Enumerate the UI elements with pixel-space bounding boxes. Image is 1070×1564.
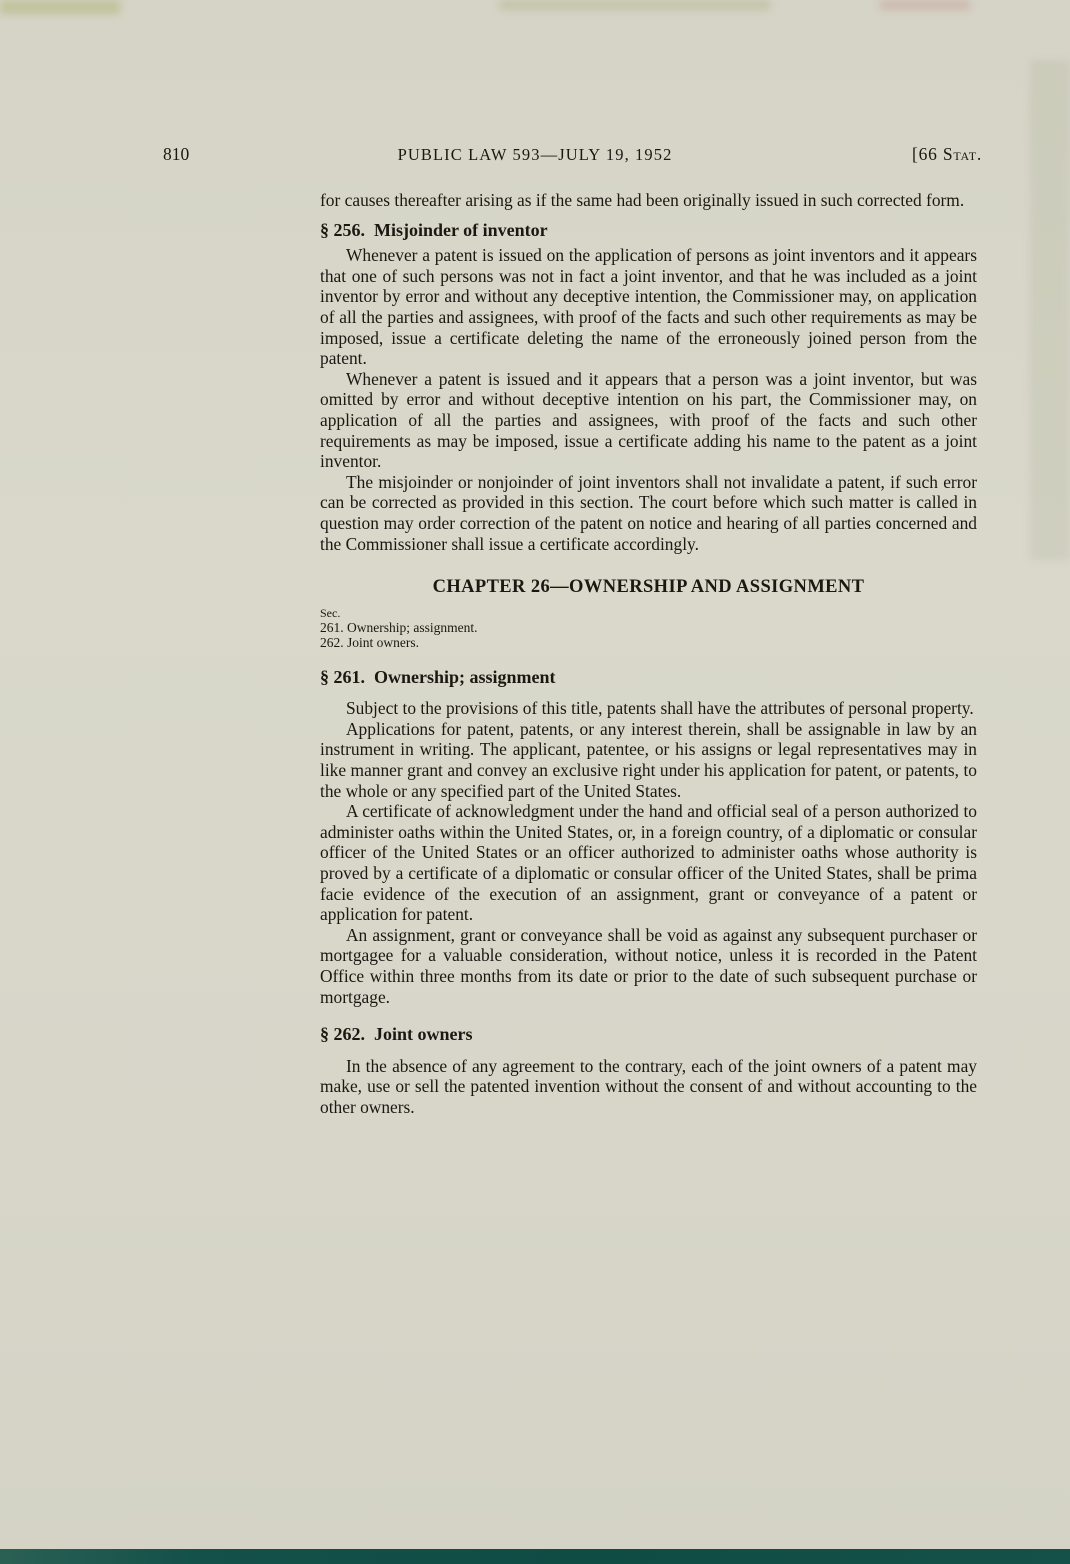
paragraph: The misjoinder or nonjoinder of joint inventors shall not invalidate a patent, if such error can be corrected as provided in this section. The court before which such matter is called in question may order correction of the patent on notice and hearing of all parties concerned and the Commissioner shall issue a certificate accordingly. bbox=[320, 471, 977, 554]
toc-item-261: 261. Ownership; assignment. bbox=[320, 619, 478, 635]
paragraph: Applications for patent, patents, or any interest therein, shall be assignable in law by an instrument in writing. The applicant, patentee, or his assigns or legal representatives may in like manner grant and convey an exclusive right under his application for patent, or patents, to the whole or any specified part of the United States. bbox=[320, 718, 977, 801]
paragraph: In the absence of any agreement to the contrary, each of the joint owners of a patent may make, use or sell the patented invention without the consent of and without accounting to the other owners. bbox=[320, 1055, 977, 1117]
paragraph-continuation: for causes thereafter arising as if the same had been originally issued in such corrected form. bbox=[320, 190, 965, 210]
paragraph: A certificate of acknowledgment under the hand and official seal of a person authorized to administer oaths within the United States, or, in a foreign country, of a diplomatic or consular officer of the United States or an officer authorized to administer oaths whose authority is proved by a certificate of a diplomatic or consular officer of the United States, shall be prima facie evidence of the execution of an assignment, grant or conveyance of a patent or application for patent. bbox=[320, 801, 977, 925]
scan-artifact bbox=[0, 0, 120, 14]
toc-item-262: 262. Joint owners. bbox=[320, 634, 419, 650]
paragraph: Whenever a patent is issued and it appears that a person was a joint inventor, but was omitted by error and without deceptive intention on his part, the Commissioner may, on application of all the parties and assignees, with proof of the facts and such other requirements as may be imposed, issue a certificate adding his name to the patent as a joint inventor. bbox=[320, 368, 977, 472]
section-261-heading: § 261. Ownership; assignment bbox=[320, 666, 556, 687]
scan-artifact bbox=[880, 0, 970, 10]
paragraph: An assignment, grant or conveyance shall be void as against any subsequent purchaser or mortgagee for a valuable consideration, without notice, unless it is recorded in the Patent Office within three months from its date or prior to the date of such subsequent purchase or mortgage. bbox=[320, 924, 977, 1007]
bottom-scan-band bbox=[0, 1549, 1070, 1564]
stat-citation: [66 Stat. bbox=[911, 144, 982, 164]
page-header bbox=[0, 144, 1070, 166]
section-256-heading: § 256. Misjoinder of inventor bbox=[320, 219, 548, 240]
running-header-title: PUBLIC LAW 593—JULY 19, 1952 bbox=[397, 145, 673, 164]
scan-artifact bbox=[500, 0, 770, 10]
scan-artifact bbox=[1030, 60, 1070, 560]
paragraph: Whenever a patent is issued on the application of persons as joint inventors and it appears that one of such persons was not in fact a joint inventor, and that he was included as a joint inventor by error and without any deceptive intention, the Commissioner may, on application of all the parties and assignees, with proof of the facts and such other requirements as may be imposed, issue a certificate deleting the name of the erroneously joined person from the patent. bbox=[320, 245, 977, 369]
toc-sec-label: Sec. bbox=[320, 605, 341, 620]
page-number: 810 bbox=[163, 144, 190, 164]
chapter-26-heading: CHAPTER 26—OWNERSHIP AND ASSIGNMENT bbox=[432, 577, 865, 598]
paragraph: Subject to the provisions of this title, patents shall have the attributes of personal property. bbox=[346, 698, 974, 719]
text-column bbox=[320, 190, 977, 1118]
section-262-heading: § 262. Joint owners bbox=[320, 1024, 473, 1045]
